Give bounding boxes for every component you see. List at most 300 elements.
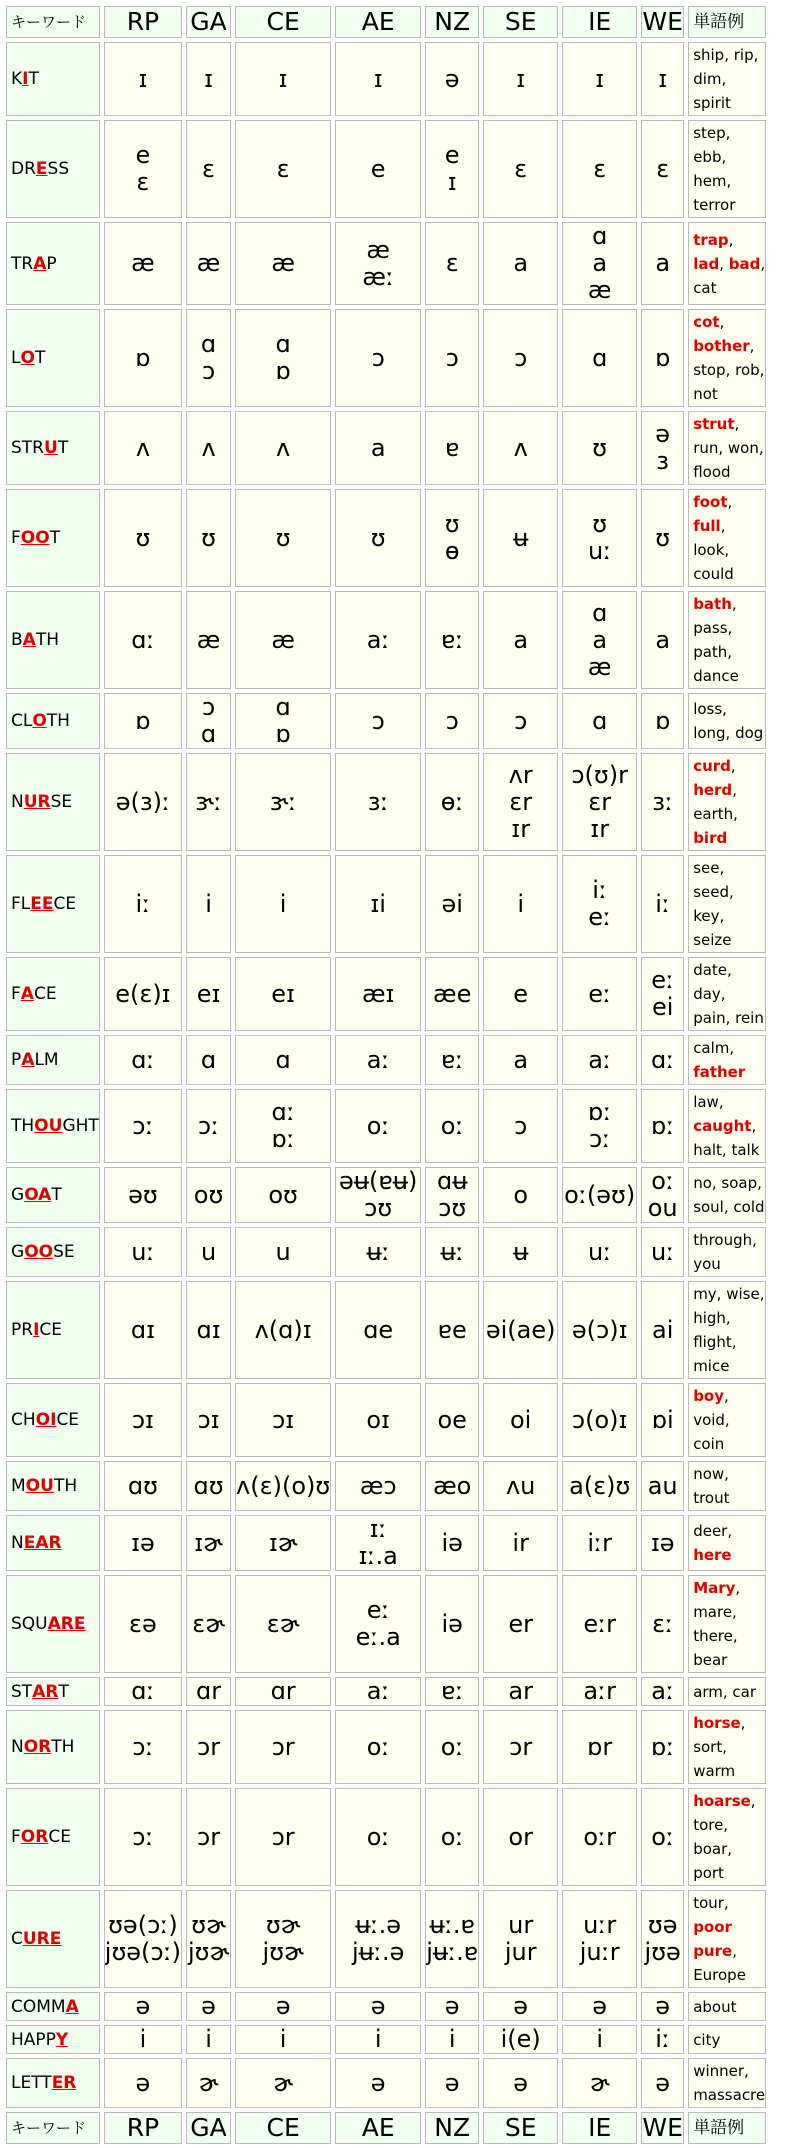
pron-variant: eɪ [271,979,295,1008]
example-words: ship, rip, dim, spirit [693,46,759,112]
example-word-highlight: curd [693,757,731,775]
pron-variant: ə [592,1992,608,2020]
accent-header-ce: CE [235,6,331,38]
pron-variant: jʊə(ɔː) [104,1938,182,1966]
pron-cell-rp [104,42,182,116]
pron-cell-se [483,855,558,953]
pron-variant: eː [651,966,675,994]
keyword-cell [6,1992,100,2021]
pron-cell-rp [104,1089,182,1163]
pron-variant: iːr [587,1528,612,1557]
pron-cell-nz [425,489,479,587]
pron-variant: æː [362,262,395,291]
pron-variant: a [513,1045,529,1074]
example-word-highlight: boy [693,1387,725,1405]
pron-variant: jur [504,1938,537,1966]
pron-variant: ai [652,1315,674,1344]
pron-variant: ʌu [505,1471,536,1500]
keyword-cell [6,1383,100,1457]
keyword-segment: HAPP [11,2029,56,2050]
pron-cell-nz [425,1461,479,1511]
keyword-segment: SQU [11,1614,48,1634]
example-words: winner, massacre [693,2062,766,2104]
pron-cell-we [641,1461,684,1511]
accent-header-ie: IE [562,6,637,38]
keyword-cell [6,42,100,116]
example-words: , halt, talk [693,1117,760,1159]
pron-cell-ce [235,957,331,1031]
keyword-segment: TH [35,630,60,650]
example-words: , [730,757,736,775]
pron-cell-we [641,753,684,851]
keyword-segment: GHT [62,1116,99,1136]
example-words: through, you [693,1231,757,1273]
pron-variant: iː [135,889,151,918]
accent-footer-ga: GA [186,2112,231,2144]
lexical-set-row [6,1788,766,1886]
pron-cell-ie [562,411,637,485]
pron-cell-rp [104,1035,182,1085]
example-words: , [719,313,725,331]
pron-variant: oʊ [268,1180,298,1209]
pron-cell-rp [104,1710,182,1784]
accent-footer-ce: CE [235,2112,331,2144]
pron-cell-nz [425,2058,479,2108]
pron-cell-ce [235,1383,331,1457]
pron-cell-ga [186,1167,231,1223]
pron-variant: ɵ [444,537,460,565]
pron-cell-ce [235,1677,331,1706]
keyword-segment: CE [56,1410,80,1430]
lexical-set-table [2,2,770,2148]
pron-cell-ce [235,1890,331,1988]
examples-header: 単語例 [688,6,766,38]
pron-variant: oː [651,1167,675,1195]
accent-footer-ae: AE [335,2112,421,2144]
pron-cell-rp [104,1383,182,1457]
pron-cell-ae [335,309,421,407]
pron-cell-ae [335,753,421,851]
pron-cell-ga [186,753,231,851]
pron-variant: ɛː [652,1609,674,1638]
example-word-highlight: trap [693,230,729,249]
keyword-highlight: O [20,348,35,368]
pron-cell-we [641,1227,684,1277]
pron-variant: e [513,979,529,1008]
keyword-segment: FL [11,894,31,914]
pron-variant: ə [655,2068,671,2097]
example-words: , mare, there, bear [693,1579,741,1669]
pron-variant: ə [444,64,460,93]
pron-variant: ɒː [588,1098,612,1126]
pron-variant: ɔː [197,1111,220,1140]
example-word-highlight: horse [693,1714,741,1732]
pron-cell-ae [335,1677,421,1706]
pron-variant: ʉː [440,1237,464,1266]
pron-variant: ɐ [444,433,460,462]
pron-cell-ce [235,1575,331,1673]
pron-variant: eːr [583,1609,617,1638]
pron-cell-we [641,120,684,218]
keyword-cell [6,1035,100,1085]
examples-cell [688,1788,766,1886]
keyword-highlight: ARE [47,1614,86,1634]
pron-cell-nz [425,591,479,689]
keyword-highlight: I [33,1320,40,1340]
pron-variant: ə [513,1992,529,2020]
keyword-segment: SS [47,159,70,179]
pron-variant: ɒː [651,1111,675,1140]
pron-variant: jʉː.ɐ [426,1938,479,1966]
keyword-header: キーワード [6,6,100,38]
pron-cell-ga [186,1281,231,1379]
keyword-segment: CE [53,894,77,914]
example-words: , tore, boar, port [693,1792,756,1882]
keyword-cell [6,693,100,749]
pron-cell-se [483,489,558,587]
pron-cell-ie [562,1710,637,1784]
keyword-segment: TH [53,1476,78,1496]
keyword-cell [6,120,100,218]
pron-cell-ae [335,1089,421,1163]
pron-cell-we [641,42,684,116]
pron-variant: juːr [579,1938,620,1966]
keyword-cell [6,957,100,1031]
pron-cell-ga [186,1890,231,1988]
pron-cell-nz [425,2025,479,2054]
pron-variant: ʊ [201,523,216,552]
pron-variant: ɚ [273,2068,293,2097]
pron-variant: oː [651,1822,675,1851]
pron-cell-nz [425,1035,479,1085]
pron-cell-we [641,1575,684,1673]
pron-cell-rp [104,957,182,1031]
pron-cell-ie [562,1677,637,1706]
pron-cell-ce [235,222,331,305]
examples-cell [688,1383,766,1457]
keyword-highlight: Y [55,2029,69,2050]
pron-cell-se [483,1227,558,1277]
pron-variant: ɒː [271,1125,295,1153]
examples-cell [688,1677,766,1706]
pron-variant: i [205,2025,212,2053]
pron-cell-ga [186,1710,231,1784]
examples-cell [688,1710,766,1784]
keyword-cell [6,1890,100,1988]
keyword-highlight: ER [51,2073,77,2093]
pron-cell-se [483,1281,558,1379]
pron-variant: ʊ [444,510,460,538]
pron-cell-nz [425,1167,479,1223]
keyword-cell [6,591,100,689]
pron-variant: ɑʊ [193,1471,224,1500]
examples-cell [688,1515,766,1571]
pron-variant: ɒ [135,706,151,735]
pron-cell-rp [104,1281,182,1379]
pron-cell-ie [562,1167,637,1223]
example-word-highlight: Mary [693,1579,736,1597]
pron-cell-ae [335,855,421,953]
pron-cell-se [483,1383,558,1457]
pron-variant: o [513,1180,529,1209]
pron-variant: ɪː [369,1515,387,1543]
pron-cell-se [483,1515,558,1571]
pron-variant: ɪr [511,814,531,843]
pron-cell-se [483,693,558,749]
pron-cell-rp [104,753,182,851]
pron-variant: ə [135,1992,151,2020]
example-word-highlight: here [693,1546,732,1564]
pron-cell-ae [335,42,421,116]
pron-variant: e [444,141,460,169]
examples-cell [688,2025,766,2054]
pron-variant: ɑ [592,343,608,372]
pron-cell-ce [235,855,331,953]
lexical-set-row [6,1035,766,1085]
keyword-highlight: A [20,984,34,1004]
lexical-set-row [6,1383,766,1457]
pron-variant: a(ɛ)ʊ [569,1471,631,1500]
keyword-segment: TH [11,1116,35,1136]
pron-cell-ae [335,1890,421,1988]
keyword-segment: CE [48,1827,71,1847]
example-words: about [693,1997,737,2016]
lexical-set-row [6,1710,766,1784]
pron-variant: ɛr [509,787,533,816]
pron-cell-we [641,1890,684,1988]
pron-cell-we [641,411,684,485]
pron-cell-ae [335,1167,421,1223]
examples-cell [688,855,766,953]
examples-cell [688,957,766,1031]
pron-cell-se [483,1677,558,1706]
lexical-set-row [6,1890,766,1988]
keyword-highlight: OR [20,1827,49,1847]
keyword-segment: T [57,438,69,458]
pron-variant: ɔː [132,1111,154,1140]
pron-variant: or [508,1822,533,1851]
pron-variant: eː [588,903,612,931]
keyword-highlight: OO [24,1242,54,1262]
pron-variant: ɒː [651,1732,675,1761]
pron-cell-rp [104,1227,182,1277]
example-word-highlight: lad [693,254,720,273]
pron-variant: ɜː [367,787,389,816]
keyword-cell [6,1461,100,1511]
pron-cell-we [641,2058,684,2108]
pron-variant: ʊ [592,433,608,462]
pron-variant: ɪ [658,64,668,93]
pron-variant: a [370,433,386,462]
pron-variant: oː [440,1111,464,1140]
keyword-segment: LM [34,1050,59,1070]
keyword-segment: L [11,348,21,368]
examples-cell [688,1227,766,1277]
accent-header-ga: GA [186,6,231,38]
pron-variant: æ [196,625,221,654]
pron-cell-rp [104,2025,182,2054]
examples-cell [688,222,766,305]
pron-variant: ɒ [275,357,291,385]
keyword-highlight: OI [35,1410,57,1430]
pron-variant: ɪ [595,64,605,93]
pron-variant: əi [441,889,463,918]
pron-cell-we [641,1035,684,1085]
pron-variant: ʊɚ [191,1911,226,1939]
keyword-cell [6,1515,100,1571]
pron-cell-ae [335,1788,421,1886]
pron-variant: ei [651,993,674,1021]
pron-cell-ga [186,222,231,305]
pron-variant: jʊɚ [187,1938,230,1966]
example-words: date, day, pain, rein [693,961,764,1027]
pron-variant: ɪ [373,64,383,93]
pron-cell-ga [186,1089,231,1163]
pron-cell-ce [235,489,331,587]
pron-cell-nz [425,1227,479,1277]
pron-variant: jʊə [644,1938,681,1966]
pron-variant: æ [196,249,221,277]
pron-variant: ɑ [275,330,291,358]
lexical-set-row [6,2058,766,2108]
keyword-cell [6,1089,100,1163]
pron-variant: aː [588,1045,612,1074]
pron-cell-ae [335,693,421,749]
pron-variant: ɑr [270,1677,296,1705]
pron-variant: ɛə [129,1609,157,1638]
pron-variant: ə(ɜ)ː [115,787,171,816]
keyword-cell [6,1575,100,1673]
pron-cell-we [641,489,684,587]
lexical-set-row [6,693,766,749]
pron-variant: aː [366,1677,390,1705]
pron-cell-nz [425,42,479,116]
pron-variant: æɪ [361,979,395,1008]
example-words: law, [693,1093,724,1111]
pron-variant: ɔr [197,1732,221,1761]
keyword-segment: T [49,528,61,548]
keyword-cell [6,489,100,587]
pron-variant: a [513,249,529,277]
pron-variant: ʉː.ə [355,1911,402,1939]
keyword-highlight: OR [23,1737,52,1757]
examples-cell [688,42,766,116]
example-word-highlight: strut [693,415,735,433]
pron-cell-nz [425,1677,479,1706]
pron-variant: ɛ [136,168,150,196]
pron-variant: ɔ [371,343,385,372]
accent-footer-nz: NZ [425,2112,479,2144]
keyword-segment: COMM [11,1996,66,2017]
keyword-segment: TH [46,711,70,731]
pron-variant: ʉ [513,1237,529,1266]
pron-cell-nz [425,753,479,851]
keyword-segment: T [58,1681,69,1702]
pron-cell-ga [186,2058,231,2108]
pron-variant: ə [275,1992,291,2020]
pron-cell-ae [335,1710,421,1784]
pron-cell-ie [562,753,637,851]
accent-footer-we: WE [642,2113,683,2142]
pron-variant: aː [651,1677,675,1705]
pron-cell-we [641,309,684,407]
pron-cell-se [483,309,558,407]
pron-variant: ɔː [589,1125,611,1153]
examples-footer: 単語例 [688,2112,766,2144]
pron-cell-se [483,1167,558,1223]
pron-variant: ɔ [201,357,216,385]
pron-variant: ə [655,420,671,448]
pron-variant: ɒr [587,1732,613,1761]
keyword-segment: SE [53,1242,75,1262]
lexical-set-row [6,753,766,851]
keyword-segment: G [11,1242,25,1262]
pron-cell-ie [562,2025,637,2054]
pron-variant: ɑɪ [196,1315,221,1344]
pron-cell-ce [235,1710,331,1784]
pron-variant: e(ɛ)ɪ [115,979,171,1008]
keyword-segment: TH [51,1737,75,1757]
pron-cell-ie [562,1788,637,1886]
pron-cell-ce [235,2058,331,2108]
pron-variant: ɚ [198,2068,219,2097]
keyword-highlight: I [22,69,29,89]
keyword-highlight: A [22,630,36,650]
pron-cell-nz [425,1710,479,1784]
pron-cell-rp [104,1515,182,1571]
pron-variant: ʊɚ [265,1911,301,1939]
examples-cell [688,2058,766,2108]
pron-cell-nz [425,1575,479,1673]
header-row-top [6,6,766,38]
lexical-set-row [6,591,766,689]
pron-cell-se [483,1992,558,2021]
pron-variant: ɛɚ [266,1609,300,1638]
keyword-highlight: OO [20,528,50,548]
pron-variant: jʉː.ə [352,1938,405,1966]
pron-variant: æ [366,235,390,264]
examples-cell [688,1167,766,1223]
pron-variant: jʊɚ [262,1938,304,1966]
pron-cell-ce [235,309,331,407]
pron-cell-ie [562,855,637,953]
pron-variant: iː [655,889,671,918]
pron-variant: ɐe [437,1315,467,1344]
pron-cell-rp [104,411,182,485]
pron-cell-ae [335,1992,421,2021]
pron-cell-ga [186,1677,231,1706]
example-words: , void, coin [693,1387,730,1453]
pron-variant: ɑː [131,1677,155,1705]
keyword-segment: G [11,1185,25,1205]
keyword-cell [6,2058,100,2108]
pron-cell-ga [186,957,231,1031]
pron-cell-se [483,42,558,116]
pron-variant: ɪə [650,1528,675,1557]
pron-variant: ɪ [278,64,288,93]
keyword-segment: N [11,1533,24,1553]
pron-variant: ir [512,1528,529,1557]
pron-cell-ae [335,120,421,218]
keyword-highlight: A [65,1996,79,2017]
example-words: step, ebb, hem, terror [693,124,736,214]
lexical-set-row [6,1677,766,1706]
pron-variant: ɪr [590,814,610,843]
keyword-segment: P [46,253,57,274]
pron-variant: ʊ [135,523,151,552]
example-words: , pass, path, dance [693,595,739,685]
pron-cell-rp [104,1677,182,1706]
